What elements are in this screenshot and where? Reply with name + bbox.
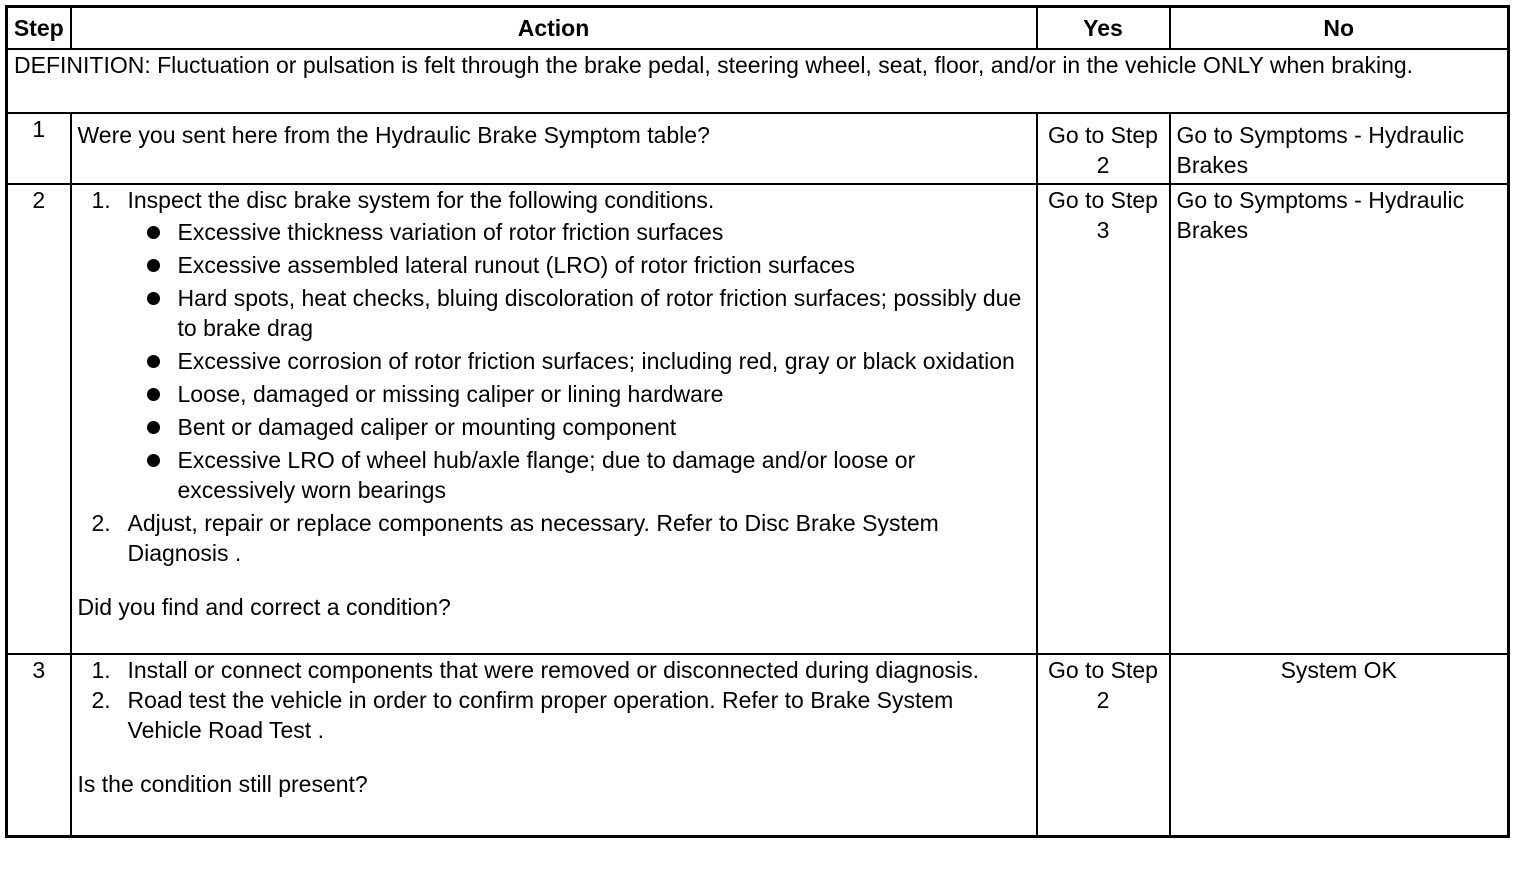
definition-text: DEFINITION: Fluctuation or pulsation is felt through the brake pedal, steering wheel, seat, floor, and/or in the vehicle ONLY when braking. (7, 49, 1509, 113)
step-number: 3 (7, 654, 71, 837)
no-result: Go to Symptoms - Hydraulic Brakes (1170, 184, 1509, 654)
question-text: Did you find and correct a condition? (77, 594, 451, 620)
header-row (7, 7, 1509, 50)
condition-item: Excessive LRO of wheel hub/axle flange; due to damage and/or loose or excessively worn bearings (178, 445, 1030, 505)
instruction-item: Install or connect components that were removed or disconnected during diagnosis. (127, 657, 979, 683)
instruction-item (128, 508, 1030, 568)
condition-item: Hard spots, heat checks, bluing discoloration of rotor friction surfaces; possibly due to brake drag (178, 283, 1030, 343)
condition-list (128, 217, 1030, 505)
step-column-header: Step (7, 7, 71, 50)
instruction-list (78, 655, 1030, 745)
step-number: 2 (7, 184, 71, 654)
definition-row (7, 49, 1509, 113)
yes-result: Go to Step 2 (1037, 654, 1170, 837)
action-cell (71, 654, 1037, 837)
yes-column-header: Yes (1037, 7, 1170, 50)
action-cell (71, 184, 1037, 654)
step-row-2 (7, 184, 1509, 654)
diagnostic-table (5, 5, 1510, 838)
action-text: Were you sent here from the Hydraulic Brake Symptom table? (71, 113, 1037, 184)
yes-result: Go to Step 2 (1037, 113, 1170, 184)
step-number: 1 (7, 113, 71, 184)
instruction-item (128, 185, 1030, 505)
condition-item: Bent or damaged caliper or mounting component (178, 412, 1030, 442)
step-row-1 (7, 113, 1509, 184)
instruction-item: Road test the vehicle in order to confirm proper operation. Refer to Brake System Vehicle Road Test . (127, 687, 954, 743)
action-column-header: Action (71, 7, 1037, 50)
instruction-list (78, 185, 1030, 568)
question-text: Is the condition still present? (77, 771, 368, 797)
condition-item: Excessive assembled lateral runout (LRO) of rotor friction surfaces (178, 250, 1030, 280)
condition-item: Excessive thickness variation of rotor friction surfaces (178, 217, 1030, 247)
no-result: System OK (1170, 654, 1509, 837)
condition-item: Loose, damaged or missing caliper or lining hardware (178, 379, 1030, 409)
instruction-text: Inspect the disc brake system for the following conditions. (127, 187, 715, 213)
condition-item: Excessive corrosion of rotor friction surfaces; including red, gray or black oxidation (178, 346, 1030, 376)
step-row-3 (7, 654, 1509, 837)
no-column-header: No (1170, 7, 1509, 50)
instruction-text: Adjust, repair or replace components as necessary. Refer to Disc Brake System Diagnosis . (127, 510, 939, 566)
no-result: Go to Symptoms - Hydraulic Brakes (1170, 113, 1509, 184)
yes-result: Go to Step 3 (1037, 184, 1170, 654)
